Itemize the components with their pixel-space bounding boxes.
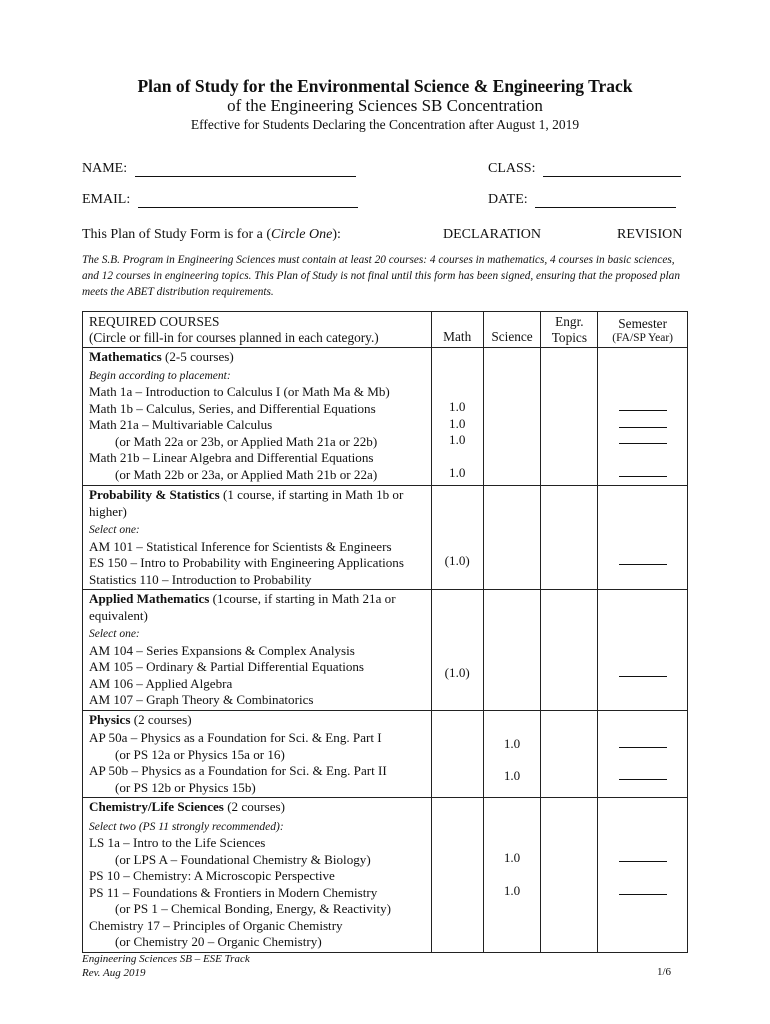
list-item: AP 50b – Physics as a Foundation for Sci. & Eng. Part II [89,763,387,778]
email-label: EMAIL: [82,192,131,207]
science-credit-cell[interactable] [483,348,541,486]
list-item: PS 10 – Chemistry: A Microscopic Perspective [89,868,335,883]
date-input-line[interactable] [535,193,676,208]
applied-math-section: Applied Mathematics (1course, if starting in Math 21a or equivalent) Select one: AM 104 – Series Expansions & Complex Analysis AM 105 – Ordinary & Partial Differential Equations AM 106 – Applied Algebra AM 107 – Graph Theory & Combinatorics (1.0) [83,590,688,711]
class-input-line[interactable] [543,162,681,177]
class-label: CLASS: [488,161,536,176]
engr-topics-column-header: Engr. Topics [541,312,598,348]
semester-cell[interactable] [598,710,688,798]
list-item: PS 11 – Foundations & Frontiers in Modern Chemistry [89,884,378,900]
science-credit-cell[interactable]: 1.0 1.0 [483,798,541,953]
list-item: AM 104 – Series Expansions & Complex Analysis [89,642,355,658]
footer-revision: Rev. Aug 2019 [82,967,146,979]
probability-statistics-section: Probability & Statistics (1 course, if starting in Math 1b or higher) Select one: AM 101 – Statistical Inference for Scientists & Engineers ES 150 – Intro to Probability with Engineering Applications Statistics 110 – Introduction to Probability (1.0) [83,486,688,590]
list-item: Math 21b – Linear Algebra and Differential Equations [89,450,374,465]
list-item: (or Chemistry 20 – Organic Chemistry) [115,934,322,949]
science-credit-cell[interactable] [483,486,541,590]
list-item: AM 107 – Graph Theory & Combinatorics [89,692,314,707]
mathematics-section: Mathematics (2-5 courses) Begin according to placement: Math 1a – Introduction to Calculus I (or Math Ma & Mb) Math 1b – Calculus, Series, and Differential Equations Math 21a – Multivariable Calculus (or Math 22a or 23b, or Applied Math 21a or 22b) Math 21b – Linear Algebra and Differential Equations (or Math 22b or 23a, or Applied Math 21b or 22a) 1.0 1.0 1.0 1.0 [83,348,688,486]
semester-cell[interactable] [598,590,688,711]
select-one-note: Select one: [89,628,140,640]
science-column-header: Science [483,312,541,348]
page-title: Plan of Study for the Environmental Science & Engineering Track [137,76,633,96]
list-item: Math 1b – Calculus, Series, and Differential Equations [89,400,376,416]
name-field [82,161,356,177]
physics-section: Physics (2 courses) AP 50a – Physics as a Foundation for Sci. & Eng. Part I (or PS 12a or Physics 15a or 16) AP 50b – Physics as a Foundation for Sci. & Eng. Part II (or PS 12b or Physics 15b) 1.0 1.0 [83,710,688,798]
list-item: ES 150 – Intro to Probability with Engineering Applications [89,555,404,570]
math-credit-cell[interactable]: (1.0) [431,590,483,711]
semester-blank[interactable] [619,467,667,477]
semester-blank[interactable] [619,770,667,780]
semester-blank[interactable] [619,885,667,895]
list-item: (or Math 22a or 23b, or Applied Math 21a or 22b) [115,433,378,449]
math-credit-cell[interactable]: (1.0) [431,486,483,590]
applied-math-heading: Applied Mathematics [89,591,210,606]
form-type-prompt: This Plan of Study Form is for a (Circle One): [82,227,341,242]
name-label: NAME: [82,161,128,176]
list-item: Statistics 110 – Introduction to Probability [89,571,312,587]
required-courses-table [82,311,688,953]
footer [82,952,250,980]
math-credit-cell[interactable] [431,798,483,953]
email-field [82,192,358,208]
semester-blank[interactable] [619,667,667,677]
list-item: AM 101 – Statistical Inference for Scientists & Engineers [89,538,392,554]
science-credit-cell[interactable] [483,590,541,711]
semester-blank[interactable] [619,852,667,862]
email-input-line[interactable] [138,193,358,208]
revision-option[interactable]: REVISION [617,227,683,242]
semester-cell[interactable] [598,486,688,590]
placement-note: Begin according to placement: [89,369,231,382]
list-item: (or Math 22b or 23a, or Applied Math 21b or 22a) [115,466,378,482]
list-item: (or PS 12b or Physics 15b) [115,779,256,795]
list-item: (or PS 12a or Physics 15a or 16) [115,746,285,762]
semester-blank[interactable] [619,418,667,428]
engr-credit-cell[interactable] [541,590,598,711]
engr-credit-cell[interactable] [541,486,598,590]
list-item: Chemistry 17 – Principles of Organic Chemistry [89,917,343,933]
semester-cell[interactable] [598,798,688,953]
semester-column-header: Semester (FA/SP Year) [598,312,688,348]
select-two-note: Select two (PS 11 strongly recommended): [89,820,284,833]
science-credit-cell[interactable]: 1.0 1.0 [483,710,541,798]
program-requirements-note: The S.B. Program in Engineering Sciences must contain at least 20 courses: 4 courses in mathematics, 4 courses in basic sciences, and 12 courses in engineering topics. This Plan of Study is not final until this form has been signed, ensuring that the proposed plan meets the ABET distribution requirements. [82,254,680,298]
semester-blank[interactable] [619,434,667,444]
engr-credit-cell[interactable] [541,710,598,798]
list-item: Math 21a – Multivariable Calculus [89,417,273,432]
math-credit-cell[interactable]: 1.0 1.0 1.0 1.0 [431,348,483,486]
list-item: (or PS 1 – Chemical Bonding, Energy, & Reactivity) [115,901,392,916]
math-column-header: Math [431,312,483,348]
list-item: Math 1a – Introduction to Calculus I (or Math Ma & Mb) [89,384,390,399]
page-subtitle: of the Engineering Sciences SB Concentration [227,96,543,115]
name-input-line[interactable] [135,162,356,177]
list-item: AM 106 – Applied Algebra [89,675,233,691]
semester-blank[interactable] [619,401,667,411]
list-item: LS 1a – Intro to the Life Sciences [89,835,266,850]
list-item: AP 50a – Physics as a Foundation for Sci. & Eng. Part I [89,730,382,745]
mathematics-heading: Mathematics [89,349,162,364]
math-credit-cell[interactable] [431,710,483,798]
required-courses-note: (Circle or fill-in for courses planned in each category.) [89,330,379,345]
engr-credit-cell[interactable] [541,348,598,486]
date-field [488,192,676,208]
declaration-option[interactable]: DECLARATION [443,227,541,242]
chemistry-life-sciences-section: Chemistry/Life Sciences (2 courses) Select two (PS 11 strongly recommended): LS 1a – Intro to the Life Sciences (or LPS A – Foundational Chemistry & Biology) PS 10 – Chemistry: A Microscopic Perspective PS 11 – Foundations & Frontiers in Modern Chemistry (or PS 1 – Chemical Bonding, Energy, & Reactivity) Chemistry 17 – Principles of Organic Chemistry (or Chemistry 20 – Organic Chemistry) 1.0 1.0 [83,798,688,953]
semester-blank[interactable] [619,555,667,565]
list-item: AM 105 – Ordinary & Partial Differential Equations [89,659,365,674]
physics-heading: Physics [89,711,131,727]
select-one-note: Select one: [89,524,140,536]
chemistry-heading: Chemistry/Life Sciences [89,799,224,814]
semester-cell[interactable] [598,348,688,486]
list-item: (or LPS A – Foundational Chemistry & Biology) [115,851,371,867]
footer-track-name: Engineering Sciences SB – ESE Track [82,953,250,965]
engr-credit-cell[interactable] [541,798,598,953]
class-field [488,161,681,177]
semester-blank[interactable] [619,738,667,748]
required-courses-heading: REQUIRED COURSES [89,314,220,329]
effective-date-note: Effective for Students Declaring the Concentration after August 1, 2019 [190,117,580,132]
page-number: 1/6 [657,966,672,978]
probability-heading: Probability & Statistics [89,487,220,502]
table-header-row [83,312,688,348]
date-label: DATE: [488,192,528,207]
